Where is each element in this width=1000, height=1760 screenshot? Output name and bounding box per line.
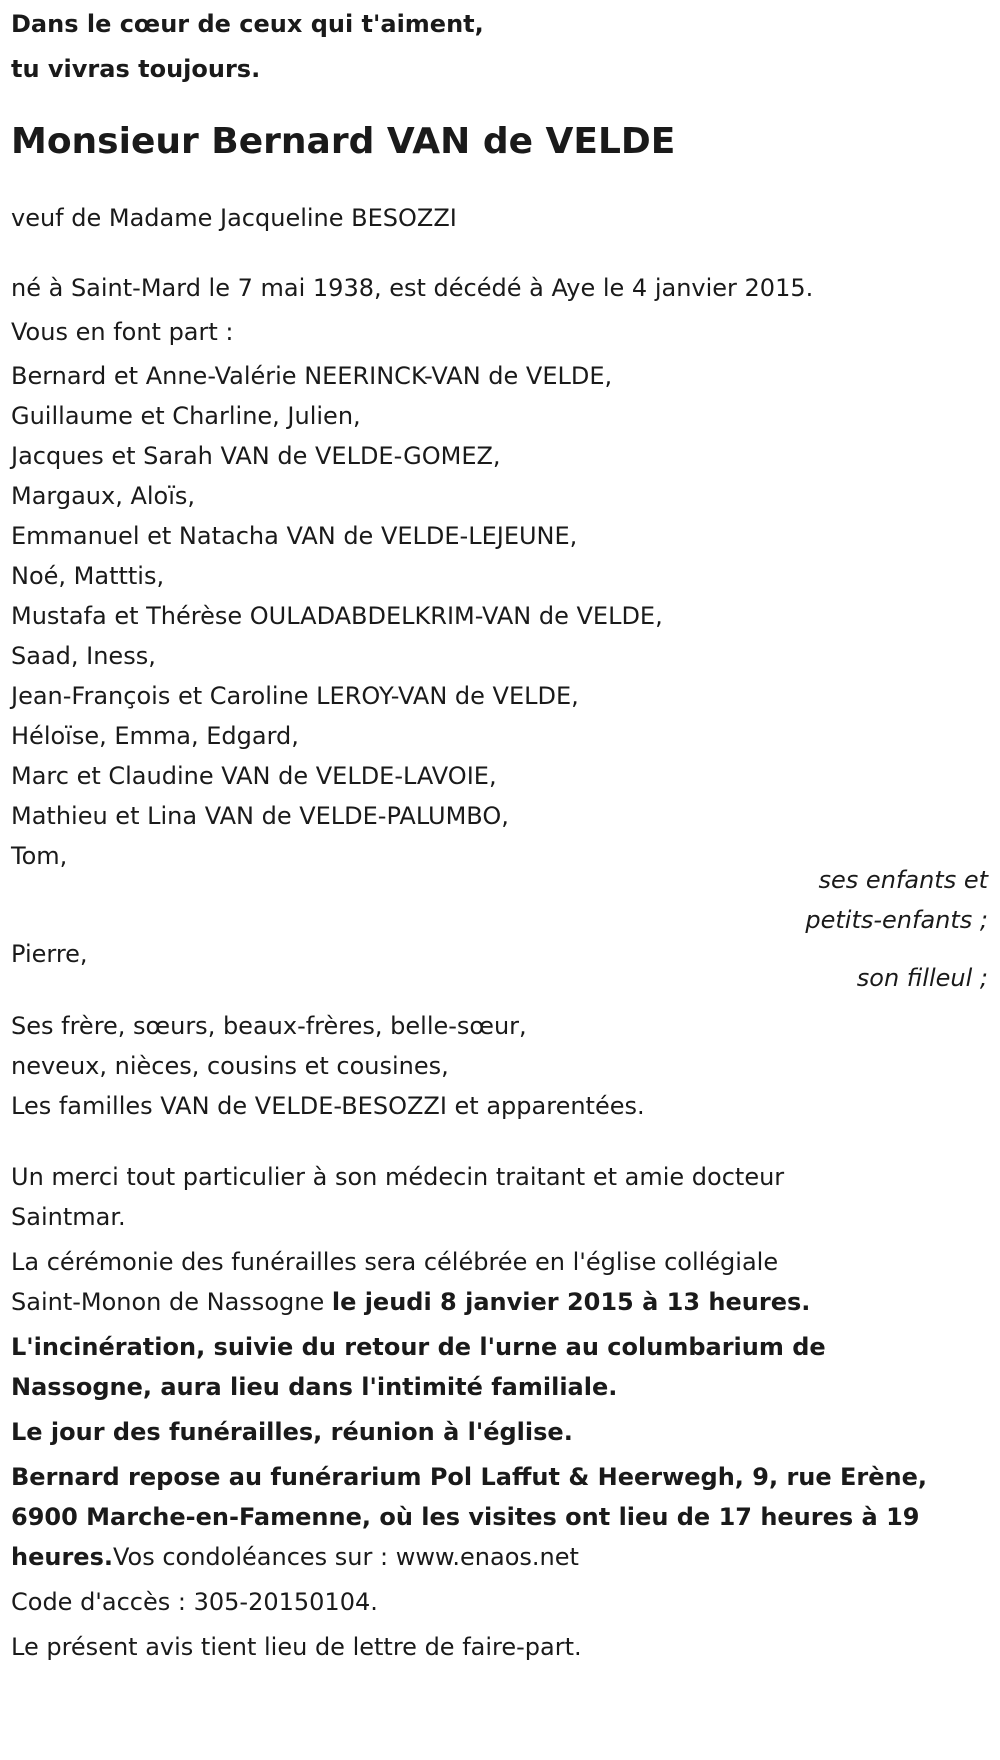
family-line: Marc et Claudine VAN de VELDE-LAVOIE, (11, 762, 497, 790)
reunion-line: Le jour des funérailles, réunion à l'église. (11, 1418, 573, 1446)
role-children-line-1: ses enfants et (818, 866, 988, 894)
relatives-line: Ses frère, sœurs, beaux-frères, belle-sœur, (11, 1012, 527, 1040)
spouse-line: veuf de Madame Jacqueline BESOZZI (11, 204, 457, 232)
funerarium-line-1: Bernard repose au funérarium Pol Laffut & Heerwegh, 9, rue Erène, (11, 1463, 927, 1491)
access-code: Code d'accès : 305-20150104. (11, 1588, 378, 1616)
family-line: Guillaume et Charline, Julien, (11, 402, 361, 430)
role-godson: son filleul ; (856, 964, 988, 992)
role-children-line-2: petits-enfants ; (805, 906, 988, 934)
family-line: Saad, Iness, (11, 642, 156, 670)
deceased-name: Monsieur Bernard VAN de VELDE (11, 121, 676, 162)
relatives-line: Les familles VAN de VELDE-BESOZZI et apparentées. (11, 1092, 645, 1120)
family-line: Bernard et Anne-Valérie NEERINCK-VAN de VELDE, (11, 362, 613, 390)
opening-quote (11, 0, 1000, 94)
incineration-line-1: L'incinération, suivie du retour de l'urne au columbarium de (11, 1333, 826, 1361)
quote-line-2: tu vivras toujours. (11, 55, 261, 83)
closing-line: Le présent avis tient lieu de lettre de faire-part. (11, 1633, 582, 1661)
visit-end-word: heures. (11, 1543, 113, 1571)
condolences-text: Vos condoléances sur : www.enaos.net (112, 1543, 579, 1571)
godson-name: Pierre, (11, 940, 88, 968)
family-line: Jean-François et Caroline LEROY-VAN de VELDE, (11, 682, 579, 710)
incineration-paragraph (11, 1327, 1000, 1407)
ceremony-datetime: le jeudi 8 janvier 2015 à 13 heures. (331, 1288, 811, 1316)
incineration-line-2: Nassogne, aura lieu dans l'intimité familiale. (11, 1373, 618, 1401)
birth-death-line: né à Saint-Mard le 7 mai 1938, est décédé à Aye le 4 janvier 2015. (11, 274, 814, 302)
family-line: Héloïse, Emma, Edgard, (11, 722, 299, 750)
announcers-intro: Vous en font part : (11, 318, 234, 346)
thanks-paragraph (11, 1157, 1000, 1237)
thanks-line-2: Saintmar. (11, 1203, 126, 1231)
ceremony-paragraph (11, 1242, 1000, 1322)
family-line: Jacques et Sarah VAN de VELDE-GOMEZ, (11, 442, 501, 470)
ceremony-line-1: La cérémonie des funérailles sera célébrée en l'église collégiale (11, 1248, 779, 1276)
ceremony-place: Saint-Monon de Nassogne (11, 1288, 332, 1316)
ceremony-line-2 (11, 1282, 1000, 1322)
family-line: Mathieu et Lina VAN de VELDE-PALUMBO, (11, 802, 509, 830)
relatives-line: neveux, nièces, cousins et cousines, (11, 1052, 449, 1080)
family-line: Margaux, Aloïs, (11, 482, 196, 510)
family-line: Tom, (11, 842, 68, 870)
relatives-list (11, 1006, 1000, 1126)
funerarium-paragraph (11, 1457, 1000, 1577)
funerarium-line-2: 6900 Marche-en-Famenne, où les visites ont lieu de 17 heures à 19 (11, 1503, 920, 1531)
family-line: Mustafa et Thérèse OULADABDELKRIM-VAN de VELDE, (11, 602, 663, 630)
family-line: Emmanuel et Natacha VAN de VELDE-LEJEUNE, (11, 522, 578, 550)
family-line: Noé, Matttis, (11, 562, 165, 590)
thanks-line-1: Un merci tout particulier à son médecin traitant et amie docteur (11, 1163, 785, 1191)
family-list (11, 356, 1000, 876)
quote-line-1: Dans le cœur de ceux qui t'aiment, (11, 10, 484, 38)
funerarium-line-3 (11, 1537, 1000, 1577)
